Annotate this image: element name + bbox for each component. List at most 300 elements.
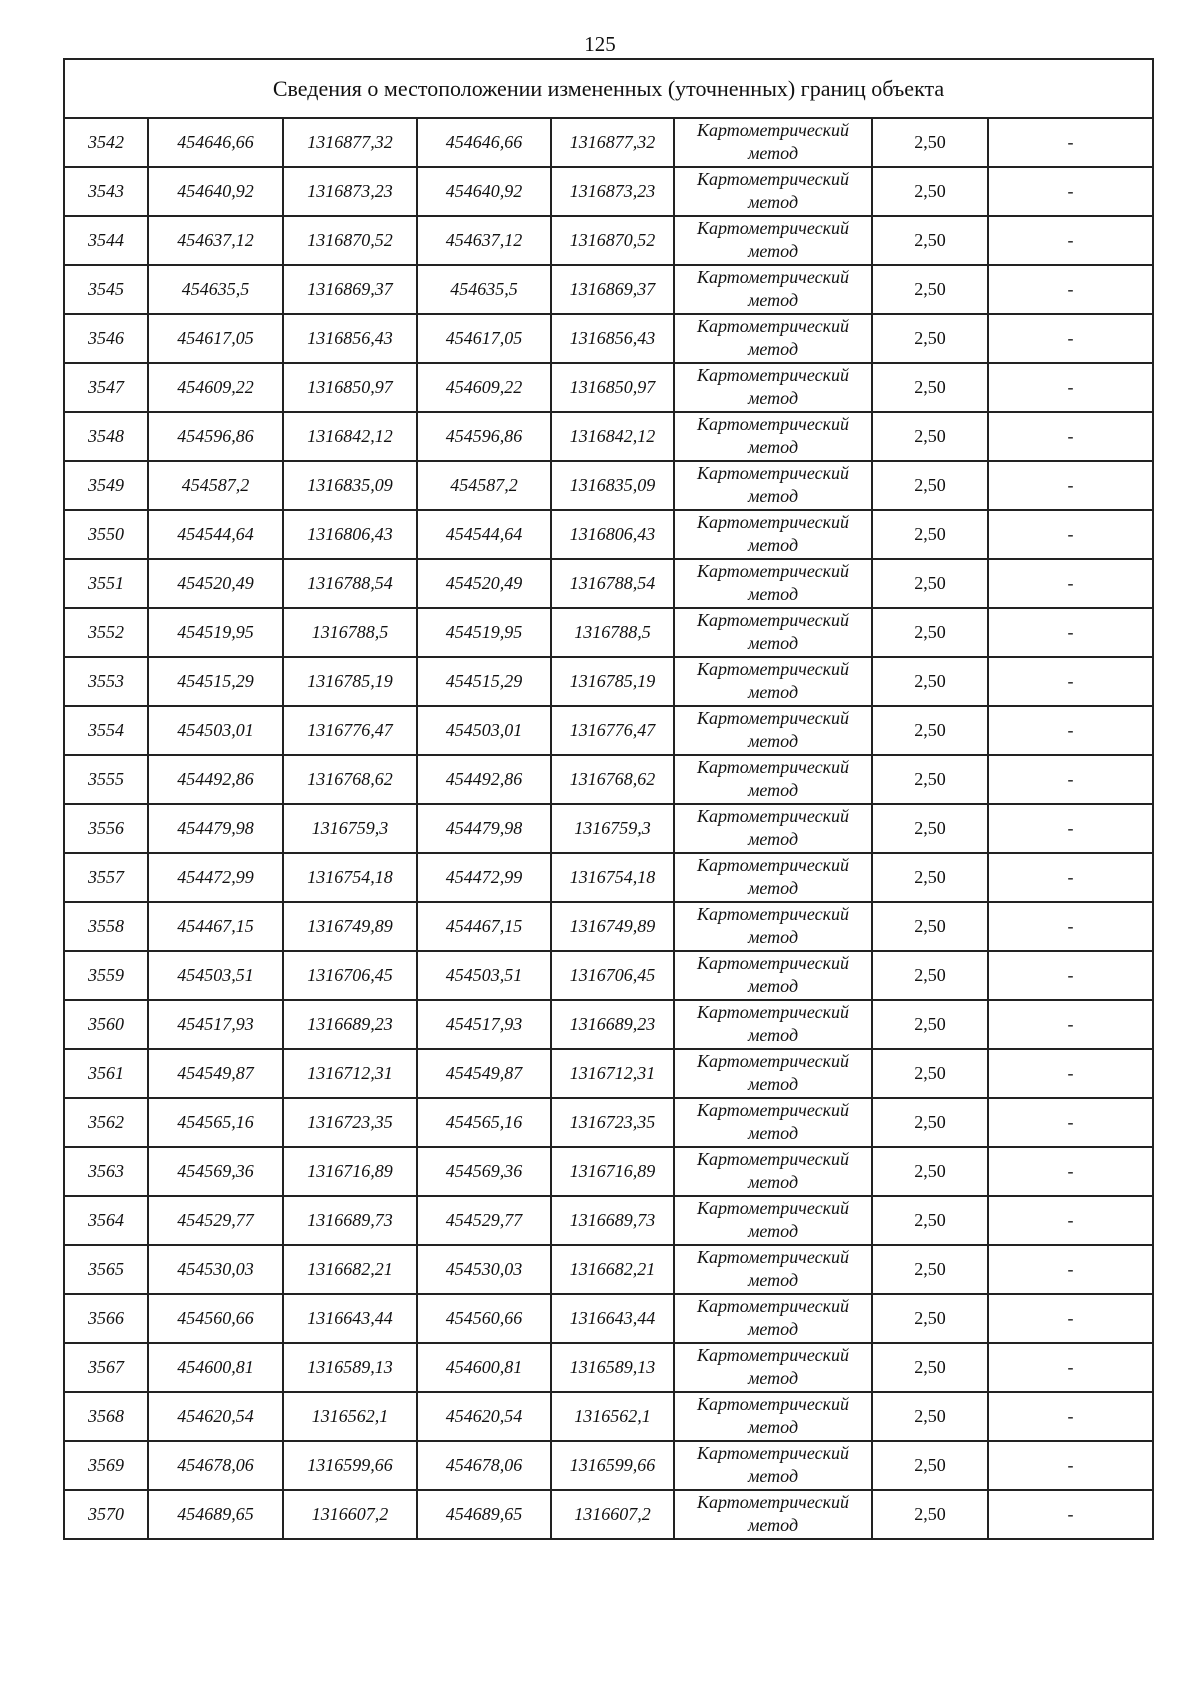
method-cell	[674, 265, 872, 314]
refined-y-cell: 1316749,89	[551, 902, 674, 951]
point-number-cell: 3563	[64, 1147, 148, 1196]
method-line-2: метод	[747, 387, 799, 408]
existing-y-cell: 1316856,43	[283, 314, 417, 363]
refined-y-cell: 1316706,45	[551, 951, 674, 1000]
table-row	[64, 265, 1153, 314]
method-cell	[674, 1049, 872, 1098]
description-cell: -	[988, 461, 1153, 510]
accuracy-cell: 2,50	[872, 755, 988, 804]
refined-x-cell: 454519,95	[417, 608, 551, 657]
point-number-cell: 3557	[64, 853, 148, 902]
description-cell: -	[988, 657, 1153, 706]
existing-y-cell: 1316599,66	[283, 1441, 417, 1490]
method-line-2: метод	[747, 1073, 799, 1094]
method-line-2: метод	[747, 1465, 799, 1486]
description-cell: -	[988, 1490, 1153, 1539]
refined-y-cell: 1316806,43	[551, 510, 674, 559]
accuracy-cell: 2,50	[872, 1196, 988, 1245]
method-cell	[674, 412, 872, 461]
refined-y-cell: 1316877,32	[551, 118, 674, 167]
description-cell: -	[988, 1049, 1153, 1098]
accuracy-cell: 2,50	[872, 706, 988, 755]
refined-y-cell: 1316562,1	[551, 1392, 674, 1441]
point-number-cell: 3559	[64, 951, 148, 1000]
method-line-1: Картометрический	[696, 217, 849, 238]
refined-x-cell: 454520,49	[417, 559, 551, 608]
refined-y-cell: 1316689,23	[551, 1000, 674, 1049]
refined-y-cell: 1316723,35	[551, 1098, 674, 1147]
method-line-1: Картометрический	[696, 805, 849, 826]
method-line-2: метод	[747, 926, 799, 947]
method-cell	[674, 510, 872, 559]
refined-y-cell: 1316870,52	[551, 216, 674, 265]
method-line-2: метод	[747, 1318, 799, 1339]
point-number-cell: 3554	[64, 706, 148, 755]
point-number-cell: 3547	[64, 363, 148, 412]
point-number-cell: 3558	[64, 902, 148, 951]
accuracy-cell: 2,50	[872, 510, 988, 559]
refined-y-cell: 1316869,37	[551, 265, 674, 314]
table-row	[64, 1392, 1153, 1441]
refined-y-cell: 1316599,66	[551, 1441, 674, 1490]
existing-y-cell: 1316689,73	[283, 1196, 417, 1245]
refined-x-cell: 454587,2	[417, 461, 551, 510]
method-cell	[674, 363, 872, 412]
refined-x-cell: 454503,01	[417, 706, 551, 755]
description-cell: -	[988, 804, 1153, 853]
description-cell: -	[988, 412, 1153, 461]
existing-x-cell: 454517,93	[148, 1000, 283, 1049]
method-cell	[674, 853, 872, 902]
method-cell	[674, 461, 872, 510]
description-cell: -	[988, 1392, 1153, 1441]
existing-x-cell: 454646,66	[148, 118, 283, 167]
method-line-2: метод	[747, 485, 799, 506]
refined-y-cell: 1316835,09	[551, 461, 674, 510]
existing-y-cell: 1316842,12	[283, 412, 417, 461]
method-cell	[674, 804, 872, 853]
method-line-1: Картометрический	[696, 952, 849, 973]
existing-x-cell: 454609,22	[148, 363, 283, 412]
method-line-2: метод	[747, 583, 799, 604]
existing-x-cell: 454479,98	[148, 804, 283, 853]
table-row	[64, 167, 1153, 216]
table-row	[64, 510, 1153, 559]
method-line-2: метод	[747, 681, 799, 702]
refined-x-cell: 454515,29	[417, 657, 551, 706]
accuracy-cell: 2,50	[872, 804, 988, 853]
method-cell	[674, 1490, 872, 1539]
point-number-cell: 3568	[64, 1392, 148, 1441]
existing-y-cell: 1316873,23	[283, 167, 417, 216]
accuracy-cell: 2,50	[872, 314, 988, 363]
description-cell: -	[988, 951, 1153, 1000]
method-line-2: метод	[747, 1122, 799, 1143]
method-line-1: Картометрический	[696, 707, 849, 728]
existing-x-cell: 454678,06	[148, 1441, 283, 1490]
refined-x-cell: 454492,86	[417, 755, 551, 804]
method-cell	[674, 1000, 872, 1049]
method-line-1: Картометрический	[696, 1393, 849, 1414]
point-number-cell: 3570	[64, 1490, 148, 1539]
description-cell: -	[988, 608, 1153, 657]
refined-x-cell: 454560,66	[417, 1294, 551, 1343]
method-line-1: Картометрический	[696, 511, 849, 532]
refined-x-cell: 454609,22	[417, 363, 551, 412]
refined-y-cell: 1316589,13	[551, 1343, 674, 1392]
description-cell: -	[988, 216, 1153, 265]
table-row	[64, 1343, 1153, 1392]
accuracy-cell: 2,50	[872, 167, 988, 216]
existing-y-cell: 1316788,5	[283, 608, 417, 657]
existing-y-cell: 1316788,54	[283, 559, 417, 608]
refined-y-cell: 1316754,18	[551, 853, 674, 902]
refined-x-cell: 454569,36	[417, 1147, 551, 1196]
existing-x-cell: 454530,03	[148, 1245, 283, 1294]
existing-y-cell: 1316607,2	[283, 1490, 417, 1539]
refined-x-cell: 454544,64	[417, 510, 551, 559]
method-line-1: Картометрический	[696, 903, 849, 924]
existing-y-cell: 1316870,52	[283, 216, 417, 265]
existing-y-cell: 1316682,21	[283, 1245, 417, 1294]
method-line-2: метод	[747, 1024, 799, 1045]
table-row	[64, 608, 1153, 657]
method-line-2: метод	[747, 1367, 799, 1388]
refined-x-cell: 454620,54	[417, 1392, 551, 1441]
refined-y-cell: 1316785,19	[551, 657, 674, 706]
method-line-1: Картометрический	[696, 1491, 849, 1512]
existing-y-cell: 1316749,89	[283, 902, 417, 951]
existing-x-cell: 454549,87	[148, 1049, 283, 1098]
table-row	[64, 412, 1153, 461]
method-line-2: метод	[747, 240, 799, 261]
method-line-1: Картометрический	[696, 1442, 849, 1463]
method-line-1: Картометрический	[696, 1344, 849, 1365]
existing-x-cell: 454503,01	[148, 706, 283, 755]
method-line-2: метод	[747, 1416, 799, 1437]
refined-x-cell: 454503,51	[417, 951, 551, 1000]
table-row	[64, 1000, 1153, 1049]
table-row	[64, 804, 1153, 853]
existing-y-cell: 1316562,1	[283, 1392, 417, 1441]
boundary-coordinates-table	[63, 58, 1154, 1540]
existing-x-cell: 454635,5	[148, 265, 283, 314]
refined-x-cell: 454472,99	[417, 853, 551, 902]
existing-y-cell: 1316754,18	[283, 853, 417, 902]
method-line-2: метод	[747, 1220, 799, 1241]
method-line-1: Картометрический	[696, 854, 849, 875]
point-number-cell: 3543	[64, 167, 148, 216]
point-number-cell: 3549	[64, 461, 148, 510]
accuracy-cell: 2,50	[872, 608, 988, 657]
accuracy-cell: 2,50	[872, 461, 988, 510]
method-line-2: метод	[747, 779, 799, 800]
refined-x-cell: 454637,12	[417, 216, 551, 265]
table-row	[64, 951, 1153, 1000]
refined-x-cell: 454529,77	[417, 1196, 551, 1245]
refined-y-cell: 1316716,89	[551, 1147, 674, 1196]
point-number-cell: 3566	[64, 1294, 148, 1343]
description-cell: -	[988, 1294, 1153, 1343]
method-line-1: Картометрический	[696, 315, 849, 336]
method-line-1: Картометрический	[696, 609, 849, 630]
description-cell: -	[988, 902, 1153, 951]
method-line-1: Картометрический	[696, 658, 849, 679]
method-cell	[674, 216, 872, 265]
refined-x-cell: 454479,98	[417, 804, 551, 853]
accuracy-cell: 2,50	[872, 1049, 988, 1098]
method-line-2: метод	[747, 877, 799, 898]
accuracy-cell: 2,50	[872, 853, 988, 902]
refined-x-cell: 454600,81	[417, 1343, 551, 1392]
description-cell: -	[988, 1147, 1153, 1196]
accuracy-cell: 2,50	[872, 902, 988, 951]
point-number-cell: 3564	[64, 1196, 148, 1245]
method-line-1: Картометрический	[696, 1295, 849, 1316]
description-cell: -	[988, 706, 1153, 755]
refined-x-cell: 454467,15	[417, 902, 551, 951]
existing-y-cell: 1316706,45	[283, 951, 417, 1000]
existing-x-cell: 454560,66	[148, 1294, 283, 1343]
existing-y-cell: 1316716,89	[283, 1147, 417, 1196]
table-row	[64, 706, 1153, 755]
table-row	[64, 1490, 1153, 1539]
accuracy-cell: 2,50	[872, 1294, 988, 1343]
method-cell	[674, 1441, 872, 1490]
accuracy-cell: 2,50	[872, 951, 988, 1000]
point-number-cell: 3550	[64, 510, 148, 559]
table-row	[64, 1245, 1153, 1294]
description-cell: -	[988, 1441, 1153, 1490]
existing-y-cell: 1316589,13	[283, 1343, 417, 1392]
description-cell: -	[988, 314, 1153, 363]
table-row	[64, 755, 1153, 804]
point-number-cell: 3548	[64, 412, 148, 461]
description-cell: -	[988, 167, 1153, 216]
method-line-1: Картометрический	[696, 1197, 849, 1218]
accuracy-cell: 2,50	[872, 1343, 988, 1392]
description-cell: -	[988, 559, 1153, 608]
method-line-1: Картометрический	[696, 756, 849, 777]
accuracy-cell: 2,50	[872, 412, 988, 461]
refined-y-cell: 1316776,47	[551, 706, 674, 755]
method-cell	[674, 314, 872, 363]
method-cell	[674, 1343, 872, 1392]
table-row	[64, 363, 1153, 412]
table-row	[64, 657, 1153, 706]
accuracy-cell: 2,50	[872, 118, 988, 167]
table-row	[64, 1098, 1153, 1147]
refined-y-cell: 1316850,97	[551, 363, 674, 412]
existing-x-cell: 454620,54	[148, 1392, 283, 1441]
existing-y-cell: 1316643,44	[283, 1294, 417, 1343]
point-number-cell: 3560	[64, 1000, 148, 1049]
refined-x-cell: 454689,65	[417, 1490, 551, 1539]
existing-y-cell: 1316869,37	[283, 265, 417, 314]
refined-y-cell: 1316759,3	[551, 804, 674, 853]
method-cell	[674, 1294, 872, 1343]
existing-y-cell: 1316850,97	[283, 363, 417, 412]
point-number-cell: 3555	[64, 755, 148, 804]
refined-x-cell: 454565,16	[417, 1098, 551, 1147]
existing-x-cell: 454569,36	[148, 1147, 283, 1196]
refined-x-cell: 454517,93	[417, 1000, 551, 1049]
existing-x-cell: 454515,29	[148, 657, 283, 706]
table-row	[64, 1049, 1153, 1098]
accuracy-cell: 2,50	[872, 1147, 988, 1196]
table-row	[64, 853, 1153, 902]
point-number-cell: 3569	[64, 1441, 148, 1490]
refined-y-cell: 1316856,43	[551, 314, 674, 363]
method-cell	[674, 559, 872, 608]
table-row	[64, 216, 1153, 265]
accuracy-cell: 2,50	[872, 216, 988, 265]
description-cell: -	[988, 1098, 1153, 1147]
existing-y-cell: 1316776,47	[283, 706, 417, 755]
accuracy-cell: 2,50	[872, 1245, 988, 1294]
method-cell	[674, 608, 872, 657]
method-line-2: метод	[747, 1514, 799, 1535]
table-body	[64, 118, 1153, 1539]
description-cell: -	[988, 1245, 1153, 1294]
existing-x-cell: 454617,05	[148, 314, 283, 363]
accuracy-cell: 2,50	[872, 265, 988, 314]
point-number-cell: 3552	[64, 608, 148, 657]
existing-x-cell: 454637,12	[148, 216, 283, 265]
refined-x-cell: 454646,66	[417, 118, 551, 167]
description-cell: -	[988, 118, 1153, 167]
point-number-cell: 3567	[64, 1343, 148, 1392]
point-number-cell: 3551	[64, 559, 148, 608]
existing-x-cell: 454640,92	[148, 167, 283, 216]
point-number-cell: 3546	[64, 314, 148, 363]
point-number-cell: 3562	[64, 1098, 148, 1147]
existing-x-cell: 454520,49	[148, 559, 283, 608]
method-line-2: метод	[747, 436, 799, 457]
method-line-2: метод	[747, 975, 799, 996]
point-number-cell: 3545	[64, 265, 148, 314]
table-row	[64, 559, 1153, 608]
point-number-cell: 3565	[64, 1245, 148, 1294]
method-cell	[674, 167, 872, 216]
method-line-2: метод	[747, 632, 799, 653]
description-cell: -	[988, 853, 1153, 902]
existing-x-cell: 454587,2	[148, 461, 283, 510]
point-number-cell: 3553	[64, 657, 148, 706]
method-line-1: Картометрический	[696, 1246, 849, 1267]
accuracy-cell: 2,50	[872, 1000, 988, 1049]
table-row	[64, 902, 1153, 951]
existing-y-cell: 1316689,23	[283, 1000, 417, 1049]
refined-y-cell: 1316768,62	[551, 755, 674, 804]
method-line-1: Картометрический	[696, 1148, 849, 1169]
page-number: 125	[584, 32, 616, 56]
existing-y-cell: 1316785,19	[283, 657, 417, 706]
refined-y-cell: 1316607,2	[551, 1490, 674, 1539]
existing-y-cell: 1316723,35	[283, 1098, 417, 1147]
method-line-2: метод	[747, 191, 799, 212]
existing-y-cell: 1316712,31	[283, 1049, 417, 1098]
accuracy-cell: 2,50	[872, 1490, 988, 1539]
refined-y-cell: 1316689,73	[551, 1196, 674, 1245]
description-cell: -	[988, 363, 1153, 412]
method-line-2: метод	[747, 534, 799, 555]
table-row	[64, 1147, 1153, 1196]
refined-y-cell: 1316842,12	[551, 412, 674, 461]
method-cell	[674, 902, 872, 951]
refined-y-cell: 1316682,21	[551, 1245, 674, 1294]
refined-x-cell: 454530,03	[417, 1245, 551, 1294]
method-cell	[674, 1196, 872, 1245]
method-cell	[674, 1245, 872, 1294]
refined-x-cell: 454635,5	[417, 265, 551, 314]
existing-x-cell: 454503,51	[148, 951, 283, 1000]
refined-x-cell: 454549,87	[417, 1049, 551, 1098]
method-line-1: Картометрический	[696, 1001, 849, 1022]
accuracy-cell: 2,50	[872, 1098, 988, 1147]
method-line-2: метод	[747, 289, 799, 310]
method-line-2: метод	[747, 828, 799, 849]
existing-y-cell: 1316877,32	[283, 118, 417, 167]
method-cell	[674, 951, 872, 1000]
existing-y-cell: 1316806,43	[283, 510, 417, 559]
refined-x-cell: 454678,06	[417, 1441, 551, 1490]
method-line-2: метод	[747, 1171, 799, 1192]
description-cell: -	[988, 510, 1153, 559]
method-line-2: метод	[747, 730, 799, 751]
method-line-1: Картометрический	[696, 266, 849, 287]
method-cell	[674, 1098, 872, 1147]
description-cell: -	[988, 1343, 1153, 1392]
refined-y-cell: 1316712,31	[551, 1049, 674, 1098]
description-cell: -	[988, 265, 1153, 314]
method-line-1: Картометрический	[696, 1050, 849, 1071]
method-line-2: метод	[747, 338, 799, 359]
existing-x-cell: 454492,86	[148, 755, 283, 804]
accuracy-cell: 2,50	[872, 363, 988, 412]
description-cell: -	[988, 755, 1153, 804]
existing-x-cell: 454596,86	[148, 412, 283, 461]
existing-x-cell: 454600,81	[148, 1343, 283, 1392]
method-cell	[674, 657, 872, 706]
method-cell	[674, 706, 872, 755]
refined-y-cell: 1316873,23	[551, 167, 674, 216]
existing-y-cell: 1316835,09	[283, 461, 417, 510]
refined-y-cell: 1316643,44	[551, 1294, 674, 1343]
description-cell: -	[988, 1000, 1153, 1049]
refined-x-cell: 454640,92	[417, 167, 551, 216]
accuracy-cell: 2,50	[872, 559, 988, 608]
existing-x-cell: 454529,77	[148, 1196, 283, 1245]
table-row	[64, 1294, 1153, 1343]
description-cell: -	[988, 1196, 1153, 1245]
refined-x-cell: 454596,86	[417, 412, 551, 461]
table-row	[64, 1441, 1153, 1490]
method-line-1: Картометрический	[696, 1099, 849, 1120]
existing-y-cell: 1316768,62	[283, 755, 417, 804]
table-row	[64, 314, 1153, 363]
method-line-1: Картометрический	[696, 462, 849, 483]
method-line-1: Картометрический	[696, 364, 849, 385]
method-cell	[674, 118, 872, 167]
table-row	[64, 461, 1153, 510]
table-row	[64, 118, 1153, 167]
method-line-1: Картометрический	[696, 560, 849, 581]
existing-x-cell: 454472,99	[148, 853, 283, 902]
accuracy-cell: 2,50	[872, 1392, 988, 1441]
existing-x-cell: 454565,16	[148, 1098, 283, 1147]
existing-x-cell: 454544,64	[148, 510, 283, 559]
